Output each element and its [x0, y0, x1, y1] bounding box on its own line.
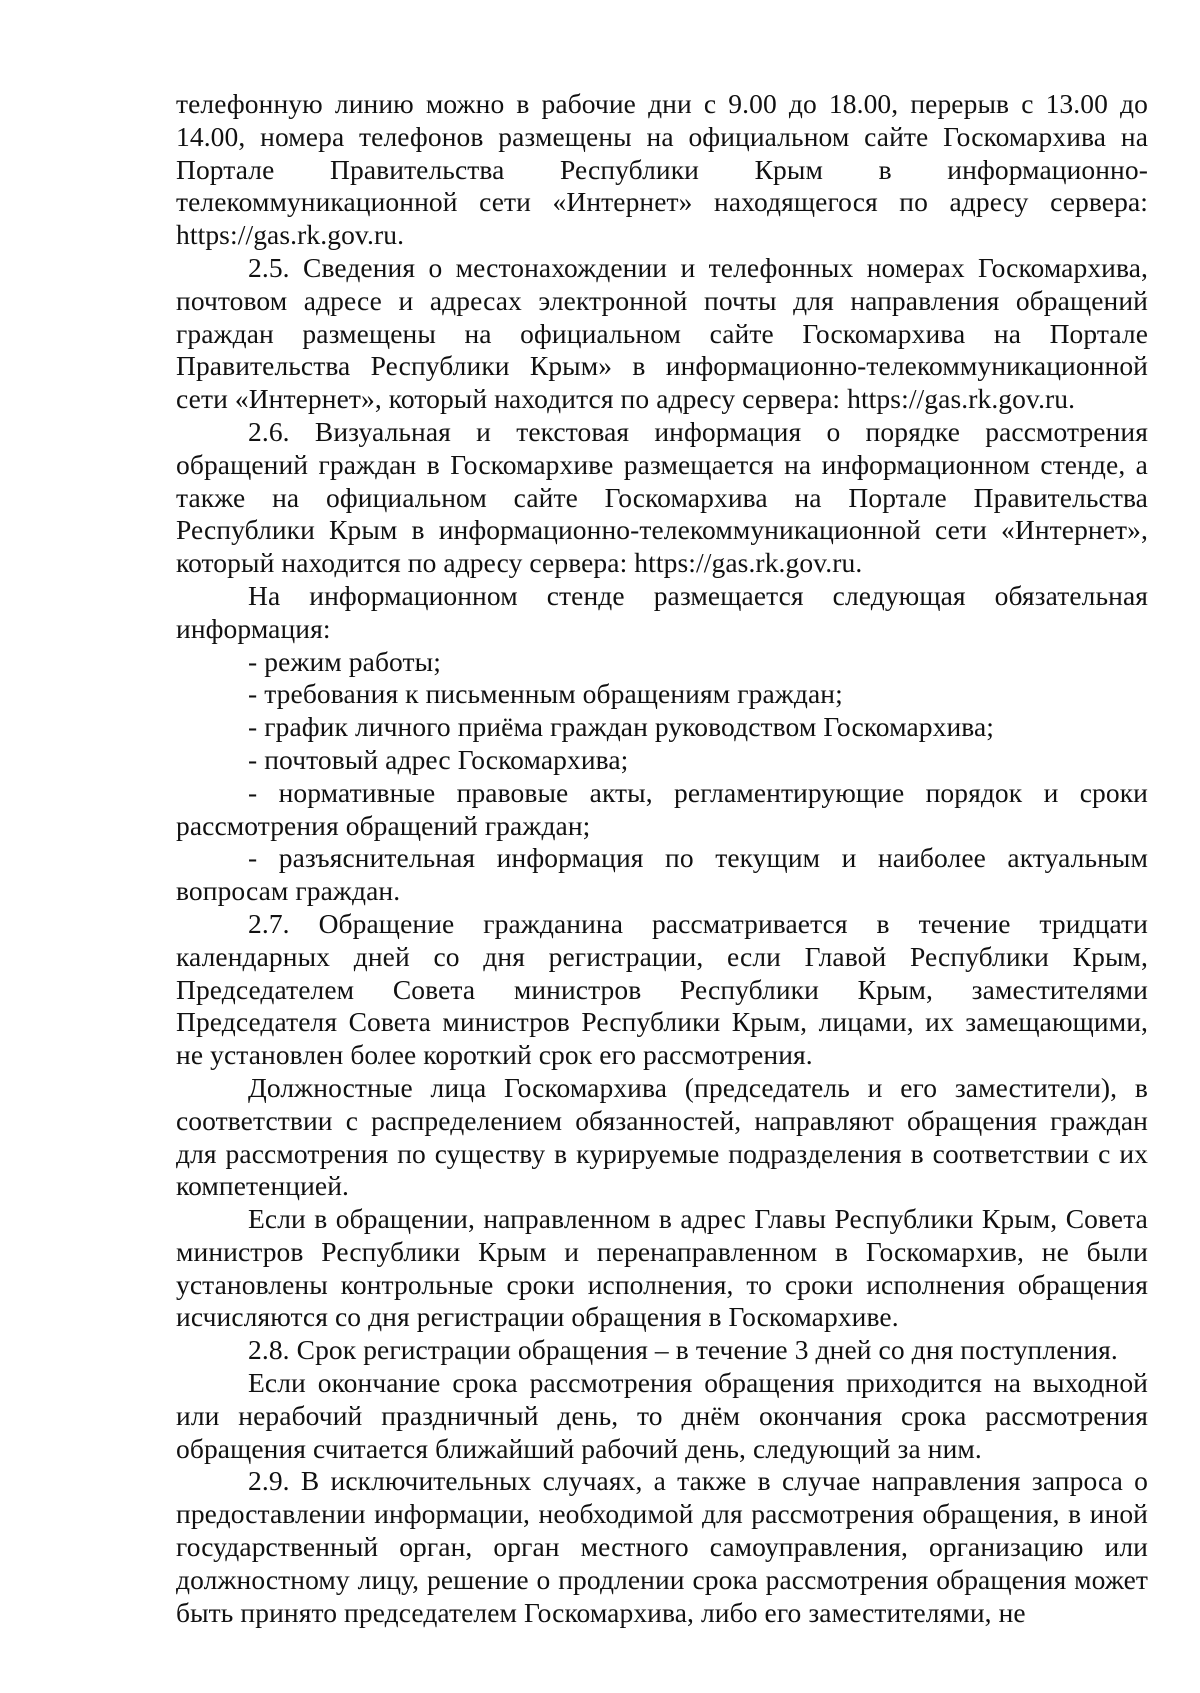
document-body	[176, 88, 1148, 1629]
paragraph-continuation: телефонную линию можно в рабочие дни с 9.00 до 18.00, перерыв с 13.00 до 14.00, номера телефонов размещены на официальном сайте Госкомархива на Портале Правительства Республики Крым в информационно-телекоммуникационной сети «Интернет» находящегося по адресу сервера: https://gas.rk.gov.ru.	[176, 88, 1148, 251]
paragraph-2-5: 2.5. Сведения о местонахождении и телефонных номерах Госкомархива, почтовом адресе и адресах электронной почты для направления обращений граждан размещены на официальном сайте Госкомархива на Портале Правительства Республики Крым» в информационно-телекоммуникационной сети «Интернет», который находится по адресу сервера: https://gas.rk.gov.ru.	[176, 251, 1148, 415]
paragraph-2-6: 2.6. Визуальная и текстовая информация о порядке рассмотрения обращений граждан в Госкомархиве размещается на информационном стенде, а также на официальном сайте Госкомархива на Портале Правительства Республики Крым в информационно-телекоммуникационной сети «Интернет», который находится по адресу сервера: https://gas.rk.gov.ru.	[176, 415, 1148, 579]
list-item-work-mode: - режим работы;	[248, 645, 441, 677]
paragraph-2-9: 2.9. В исключительных случаях, а также в случае направления запроса о предоставлении информации, необходимой для рассмотрения обращения, в иной государственный орган, орган местного самоуправления, организацию или должностному лицу, решение о продлении срока рассмотрения обращения может быть принято председателем Госкомархива, либо его заместителями, не	[176, 1465, 1148, 1628]
paragraph-stand-info: На информационном стенде размещается следующая обязательная информация:	[176, 579, 1148, 644]
list-item-postal-address: - почтовый адрес Госкомархива;	[248, 743, 629, 775]
paragraph-2-8: 2.8. Срок регистрации обращения – в течение 3 дней со дня поступления.	[248, 1334, 1118, 1366]
list-item-requirements: - требования к письменным обращениям граждан;	[248, 678, 843, 710]
list-item-explanatory-info: - разъяснительная информация по текущим и наиболее актуальным вопросам граждан.	[176, 842, 1148, 907]
paragraph-redirected-appeals: Если в обращении, направленном в адрес Главы Республики Крым, Совета министров Республики Крым и перенаправленном в Госкомархив, не были установлены контрольные сроки исполнения, то сроки исполнения обращения исчисляются со дня регистрации обращения в Госкомархиве.	[176, 1203, 1148, 1333]
list-item-reception-schedule: - график личного приёма граждан руководством Госкомархива;	[248, 711, 995, 743]
paragraph-holiday: Если окончание срока рассмотрения обращения приходится на выходной или нерабочий праздничный день, то днём окончания срока рассмотрения обращения считается ближайший рабочий день, следующий за ним.	[176, 1367, 1148, 1464]
paragraph-2-7: 2.7. Обращение гражданина рассматривается в течение тридцати календарных дней со дня регистрации, если Главой Республики Крым, Председателем Совета министров Республики Крым, заместителями Председателя Совета министров Республики Крым, лицами, их замещающими, не установлен более короткий срок его рассмотрения.	[176, 907, 1148, 1071]
list-item-legal-acts: - нормативные правовые акты, регламентирующие порядок и сроки рассмотрения обращений граждан;	[176, 776, 1148, 841]
paragraph-officials: Должностные лица Госкомархива (председатель и его заместители), в соответствии с распределением обязанностей, направляют обращения граждан для рассмотрения по существу в курируемые подразделения в соответствии с их компетенцией.	[176, 1071, 1148, 1202]
